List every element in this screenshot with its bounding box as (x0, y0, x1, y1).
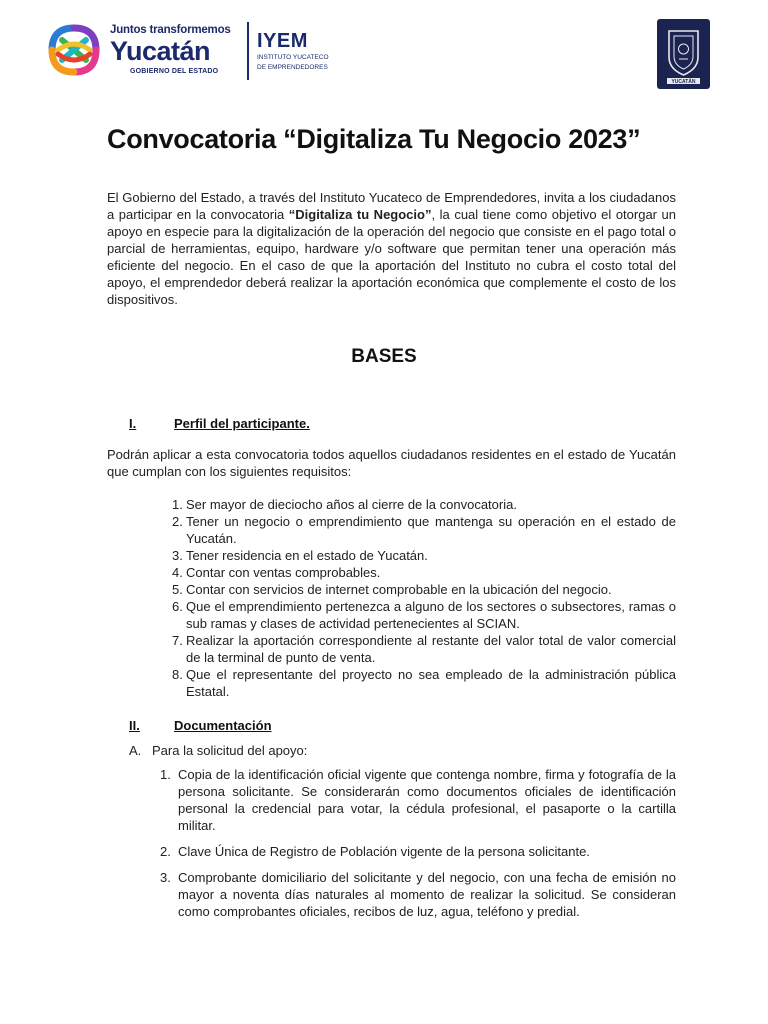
list-item-number (146, 598, 186, 632)
list-item-number-text: 8. (172, 667, 183, 682)
section-number: I. (129, 416, 137, 431)
list-item-text: Tener residencia en el estado de Yucatán. (186, 548, 428, 563)
section-label: Perfil del participante. (174, 416, 310, 431)
subsection-letter: A. (129, 743, 142, 758)
list-item-text: Realizar la aportación correspondiente al restante del valor total de valor comercial de la terminal de punto de venta. (186, 633, 676, 665)
list-item-number (146, 632, 186, 666)
section-label: Documentación (174, 718, 272, 733)
shield-label: YUCATÁN (671, 79, 696, 85)
list-item (146, 513, 676, 547)
list-item (146, 632, 676, 666)
brand-name: Yucatán (110, 36, 211, 66)
letterhead (0, 0, 768, 100)
intro-text-2: , la cual tiene como objetivo el otorgar un apoyo en especie para la digitalización de la operación del negocio que consiste en el pago total o parcial de herramientas, equipo, hardware y/o software que permitan tener una operación más eficiente del negocio. En el caso de que la aportación del Instituto no cubra el costo total del apoyo, el emprendedor deberá realizar la aportación económica que complemente el costo de los dispositivos. (107, 207, 677, 307)
brand-tagline: Juntos transformemos (110, 24, 231, 36)
list-item-text: Tener un negocio o emprendimiento que mantenga su operación en el estado de Yucatán. (186, 514, 676, 546)
bases-heading: BASES (351, 346, 417, 367)
list-item-number-text: 7. (172, 633, 183, 648)
list-item (146, 581, 676, 598)
list-item-number (146, 581, 186, 598)
list-item (160, 843, 676, 860)
list-item-number-text: 1. (172, 497, 183, 512)
section-heading-documentation (129, 718, 272, 733)
list-item (160, 766, 676, 834)
brand-government: GOBIERNO DEL ESTADO (130, 68, 219, 75)
list-item-text: Copia de la identificación oficial vigente que contenga nombre, firma y fotografía de la persona solicitante. Se considerarán como documentos oficiales de identificación personal la credencial para votar, la cédula profesional, el pasaporte o la cartilla militar. (178, 767, 676, 833)
list-item-text: Comprobante domiciliario del solicitante y del negocio, con una fecha de emisión no mayor a noventa días naturales al momento de realizar la solicitud. Se consideran como comprobantes oficiales, recibos de luz, agua, teléfono y predial. (178, 870, 676, 919)
list-item-number-text: 6. (172, 599, 183, 614)
list-item (146, 598, 676, 632)
list-item-number: 1. (160, 767, 171, 782)
list-item (146, 666, 676, 700)
section-heading-profile (129, 416, 310, 431)
intro-text-1: El Gobierno del Estado, a través del Instituto Yucateco de Emprendedores, invita a los ciudadanos a participar en la convocatoria (107, 190, 676, 222)
list-item-text: Clave Única de Registro de Población vigente de la persona solicitante. (178, 844, 590, 859)
list-item-number (146, 666, 186, 700)
iyem-subtitle-2: DE EMPRENDEDORES (257, 63, 328, 71)
list-item-text: Que el representante del proyecto no sea empleado de la administración pública Estatal. (186, 667, 676, 699)
list-item-text: Contar con ventas comprobables. (186, 565, 381, 580)
page-title: Convocatoria “Digitaliza Tu Negocio 2023” (107, 124, 641, 154)
section-number: II. (129, 718, 140, 733)
list-item-text: Contar con servicios de internet comprobable en la ubicación del negocio. (186, 582, 612, 597)
eligibility-paragraph: Podrán aplicar a esta convocatoria todos aquellos ciudadanos residentes en el estado de Yucatán que cumplan con los siguientes requisitos: (107, 447, 676, 479)
list-item-number-text: 4. (172, 565, 183, 580)
brand-block (110, 24, 231, 75)
subsection-label: Para la solicitud del apoyo: (152, 743, 308, 758)
list-item-number-text: 3. (172, 548, 183, 563)
list-item-number (146, 547, 186, 564)
requirements-list (146, 496, 676, 700)
intro-paragraph (107, 189, 676, 308)
list-item-number (146, 496, 186, 513)
iyem-logo (257, 30, 329, 71)
state-shield-icon (657, 19, 710, 89)
intro-program-name: “Digitaliza tu Negocio” (288, 207, 432, 222)
list-item-number (146, 564, 186, 581)
list-item (146, 496, 676, 513)
list-item (146, 564, 676, 581)
subsection-a (129, 742, 307, 759)
iyem-title: IYEM (257, 30, 308, 52)
documents-list (160, 766, 676, 929)
list-item-text: Que el emprendimiento pertenezca a alguno de los sectores o subsectores, ramas o sub ramas y clases de actividad pertenecientes al SCIAN. (186, 599, 676, 631)
list-item (146, 547, 676, 564)
yucatan-knot-logo-icon (44, 20, 104, 80)
list-item-text: Ser mayor de dieciocho años al cierre de la convocatoria. (186, 497, 517, 512)
list-item (160, 869, 676, 920)
list-item-number (146, 513, 186, 547)
list-item-number: 2. (160, 844, 171, 859)
header-divider (247, 22, 249, 80)
iyem-subtitle-1: INSTITUTO YUCATECO (257, 54, 329, 61)
list-item-number-text: 5. (172, 582, 183, 597)
list-item-number: 3. (160, 870, 171, 885)
list-item-number-text: 2. (172, 514, 183, 529)
